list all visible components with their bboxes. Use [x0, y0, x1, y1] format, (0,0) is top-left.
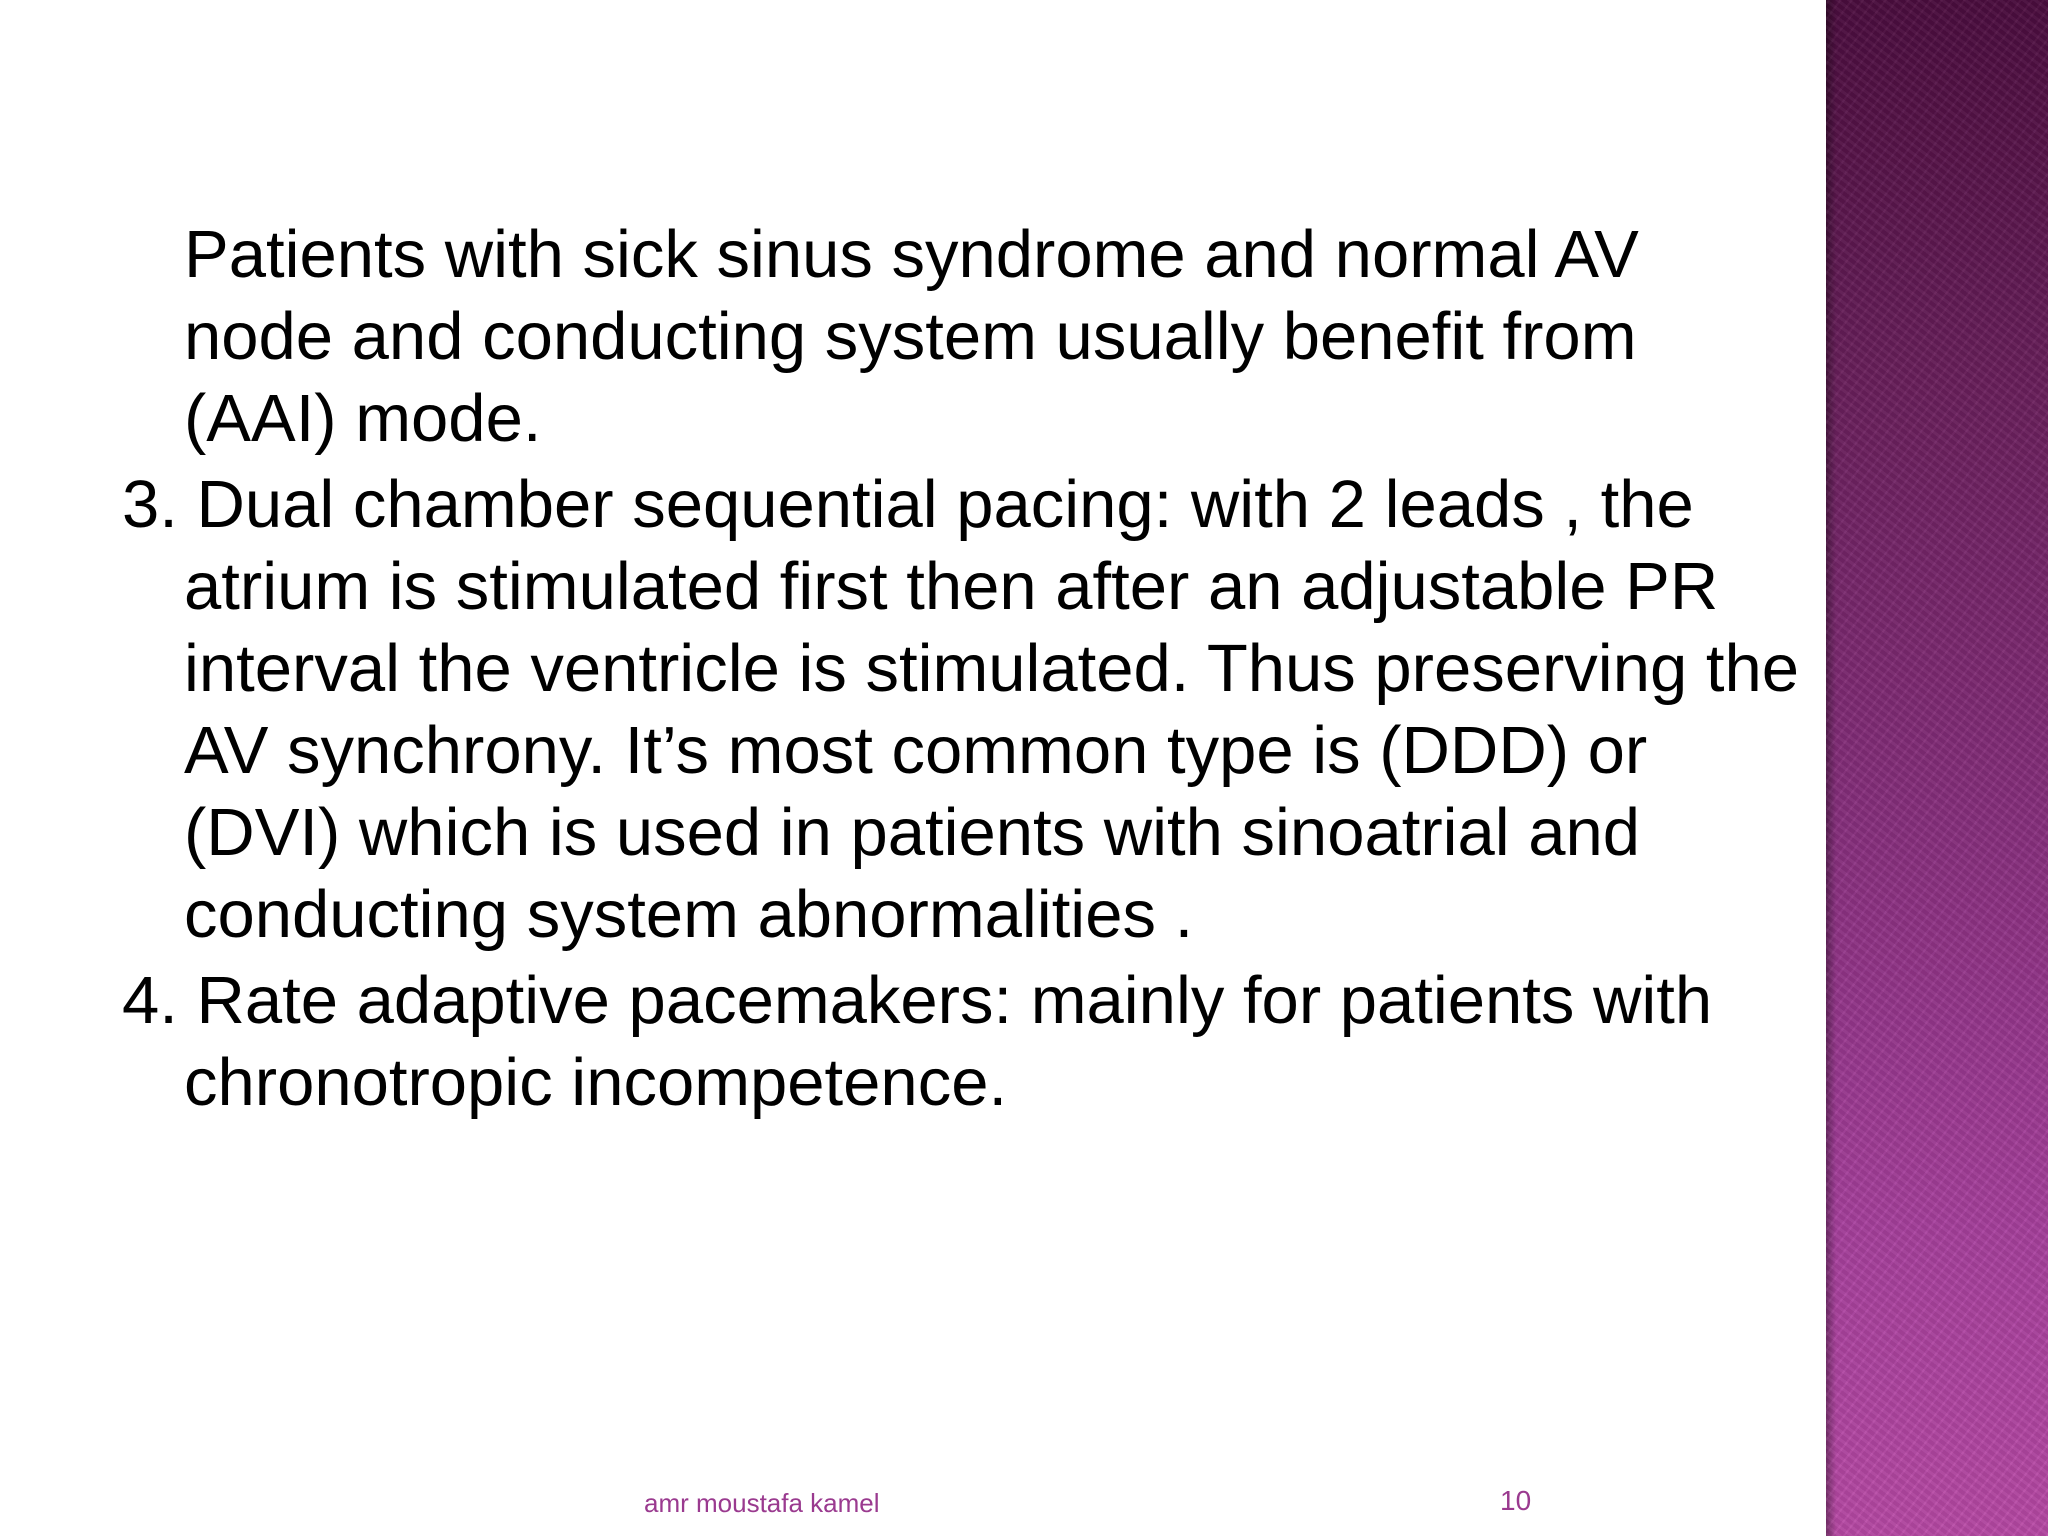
paragraph-item-4: 4. Rate adaptive pacemakers: mainly for patients with chronotropic incompetence. — [122, 963, 1713, 1120]
slide-body — [122, 214, 1802, 1124]
decorative-side-band — [1826, 0, 2048, 1536]
paragraph-intro: Patients with sick sinus syndrome and normal AV node and conducting system usually benefit from (AAI) mode. — [184, 217, 1639, 456]
footer-page-number: 10 — [1500, 1485, 1532, 1516]
footer-author: amr moustafa kamel — [644, 1488, 880, 1518]
paragraph-item-3: 3. Dual chamber sequential pacing: with 2 leads , the atrium is stimulated first then after an adjustable PR interval the ventricle is stimulated. Thus preserving the AV synchrony. It’s most common type is (DDD) or (DVI) which is used in patients with sinoatrial and conducting system abnormalities . — [122, 467, 1799, 952]
